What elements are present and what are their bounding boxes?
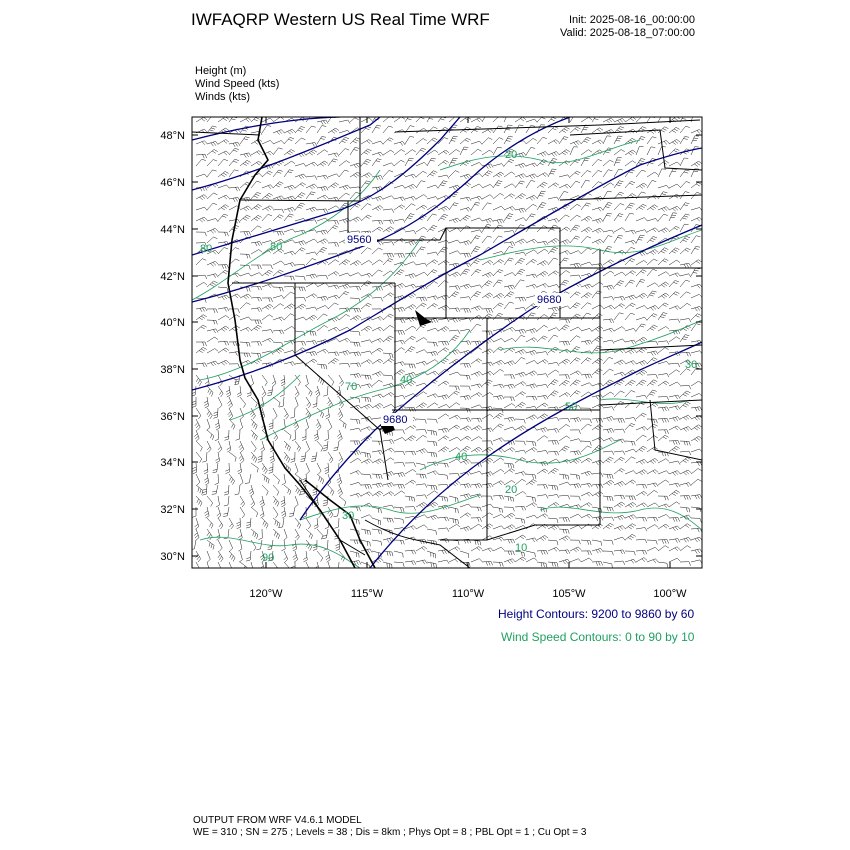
lon-label: 105°W	[552, 588, 586, 600]
lat-label: 42°N	[160, 271, 185, 283]
lat-label: 36°N	[160, 411, 185, 423]
wind-contour-label: 20	[505, 149, 518, 161]
init-time: Init: 2025-08-16_00:00:00	[569, 14, 695, 26]
wind-contour-label: 40	[400, 374, 413, 386]
height-contour-label: 9680	[383, 414, 408, 426]
lon-label: 100°W	[653, 588, 687, 600]
field-wind-speed: Wind Speed (kts)	[195, 78, 280, 90]
height-legend: Height Contours: 9200 to 9860 by 60	[498, 607, 695, 621]
map-title: IWFAQRP Western US Real Time WRF	[191, 10, 490, 29]
lat-label: 32°N	[160, 504, 185, 516]
wind-contour-label: 10	[515, 542, 528, 554]
height-contour-label: 9560	[347, 234, 372, 246]
lat-label: 30°N	[160, 551, 185, 563]
map-frame-bg	[192, 117, 702, 568]
footer-line-2: WE = 310 ; SN = 275 ; Levels = 38 ; Dis = 8km ; Phys Opt = 8 ; PBL Opt = 1 ; Cu Opt = 3	[193, 827, 587, 838]
wind-contour-label: 30	[685, 359, 698, 371]
model-footer	[193, 815, 586, 839]
wind-contour-label: 80	[270, 241, 283, 253]
lat-label: 48°N	[160, 130, 185, 142]
lat-label: 34°N	[160, 457, 185, 469]
lon-label: 115°W	[350, 588, 384, 600]
field-height: Height (m)	[195, 65, 247, 77]
longitude-labels	[249, 588, 687, 600]
wind-contour-label: 40	[455, 451, 468, 463]
latitude-labels	[160, 130, 185, 563]
height-contour-label: 9680	[537, 294, 562, 306]
footer-line-1: OUTPUT FROM WRF V4.6.1 MODEL	[193, 815, 362, 826]
lat-label: 38°N	[160, 364, 185, 376]
valid-time: Valid: 2025-08-18_07:00:00	[560, 27, 695, 39]
wind-contour-label: 80	[200, 243, 213, 255]
wind-contour-label: 20	[505, 484, 518, 496]
wind-contour-label: 50	[565, 401, 578, 413]
wind-contour-label: 30	[342, 510, 355, 522]
wind-legend: Wind Speed Contours: 0 to 90 by 10	[501, 630, 695, 644]
wind-contour-label: 90	[262, 552, 275, 564]
lat-label: 46°N	[160, 177, 185, 189]
lon-label: 110°W	[451, 588, 485, 600]
field-winds: Winds (kts)	[195, 91, 250, 103]
lat-label: 44°N	[160, 224, 185, 236]
lon-label: 120°W	[249, 588, 283, 600]
lat-label: 40°N	[160, 317, 185, 329]
wind-contour-label: 70	[345, 381, 358, 393]
